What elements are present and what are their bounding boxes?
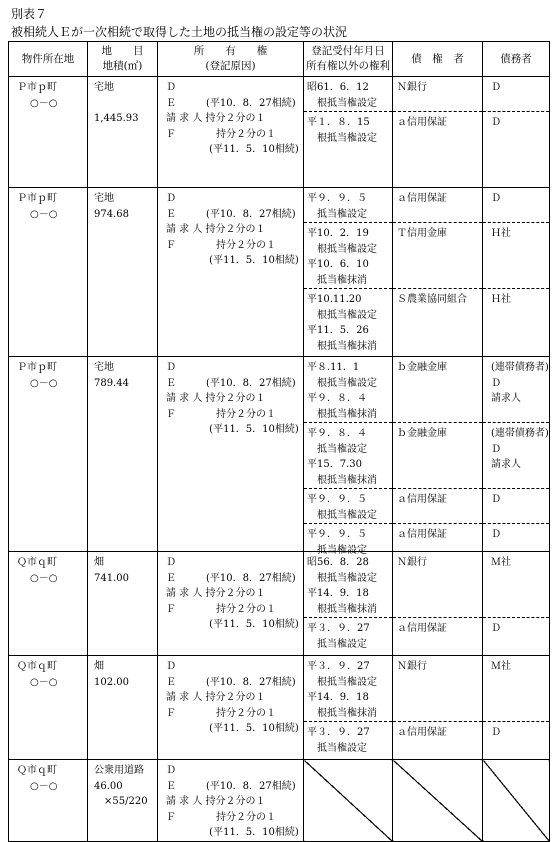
cell-creditor: [393, 656, 483, 760]
ownership-line: Ｄ: [166, 557, 176, 568]
cell-location: Ｐ市ｐ町 ○－○: [9, 357, 88, 552]
property-row: [9, 760, 550, 842]
sub-entry: ａ信用保証: [397, 529, 447, 540]
sub-entry: 平９．８．４ 抵当権設定 平15．7.30 根抵当権抹消: [304, 423, 392, 489]
ownership-line: Ｄ: [166, 362, 176, 373]
cell-creditor-empty: [393, 760, 483, 842]
cell-land: [88, 552, 158, 656]
cell-registration-empty: [304, 760, 393, 842]
cell-location: Ｐ市ｐ町 ○－○: [9, 188, 88, 357]
sub-entry: Ｔ信用金庫: [393, 223, 482, 289]
land-use: 宅地: [94, 193, 114, 204]
property-row: [9, 188, 550, 357]
ownership-line: Ｄ: [166, 193, 176, 204]
cell-ownership: [158, 357, 304, 552]
sub-entry: Ｓ農業協同組合: [397, 294, 467, 305]
sub-entry: Ｄ: [483, 188, 549, 223]
land-use: 畑: [94, 557, 104, 568]
ownership-line: Ｆ 持分２分の１: [166, 603, 276, 615]
land-area: 974.68: [94, 208, 129, 220]
cell-location: Ｑ市ｑ町 ○－○: [9, 760, 88, 842]
sub-entry: 昭61．6．12 根抵当権設定: [304, 77, 392, 112]
sub-entry: 平１．８．15 根抵当権設定: [307, 117, 377, 144]
ownership-line: (平11．5．10相続): [166, 619, 299, 630]
sub-entry: ａ信用保証: [393, 188, 482, 223]
ownership-line: Ｆ 持分２分の１: [166, 239, 276, 251]
ownership-line: (平11．5．10相続): [166, 827, 299, 838]
cell-registration: [304, 188, 393, 357]
cell-debtor: [483, 357, 550, 552]
ownership-line: 請 求 人 持分２分の１: [166, 588, 266, 599]
sub-entry: ｂ金融金庫: [393, 423, 482, 489]
cell-land: [88, 188, 158, 357]
sub-entry: 平10．2．19 根抵当権設定 平10．6．10 抵当権抹消: [304, 223, 392, 289]
ownership-line: Ｅ (平10．8．27相続): [166, 572, 296, 584]
cell-registration: [304, 656, 393, 760]
cell-creditor: [393, 188, 483, 357]
sub-entry: Ｄ: [491, 727, 501, 738]
sub-entry: Ｈ社: [483, 223, 549, 289]
cell-land: [88, 656, 158, 760]
land-area: 741.00: [94, 572, 129, 584]
cell-location: Ｐ市ｐ町 ○－○: [9, 77, 88, 188]
ownership-line: (平11．5．10相続): [166, 255, 299, 266]
property-row: [9, 552, 550, 656]
mortgage-table: [8, 41, 550, 842]
ownership-line: (平11．5．10相続): [166, 144, 299, 155]
cell-debtor: [483, 552, 550, 656]
cell-ownership: [158, 760, 304, 842]
ownership-line: 請 求 人 持分２分の１: [166, 692, 266, 703]
header-land: 地 目 地積(㎡): [88, 42, 158, 77]
header-location: 物件所在地: [9, 42, 88, 77]
cell-registration: [304, 357, 393, 556]
ownership-line: Ｄ: [166, 661, 176, 672]
ownership-line: 請 求 人 持分２分の１: [166, 393, 266, 404]
header-registration: 登記受付年月日 所有権以外の権利: [304, 42, 393, 77]
sub-entry: 平３．９．27 根抵当権設定 平14．9．18 根抵当権抹消: [304, 656, 392, 722]
sub-entry: (連帯債務者) Ｄ 請求人: [483, 357, 549, 423]
land-area: 46.00: [94, 780, 123, 792]
ownership-line: (平11．5．10相続): [166, 723, 299, 734]
cell-ownership: [158, 656, 304, 760]
land-area: 789.44: [94, 377, 129, 389]
ownership-line: Ｄ: [166, 765, 176, 776]
sub-entry: 平３．９．27 抵当権設定: [307, 623, 370, 650]
ownership-line: 請 求 人 持分２分の１: [166, 113, 266, 124]
sub-entry: 平３．９．27 抵当権設定: [307, 727, 370, 754]
sub-entry: (連帯債務者) Ｄ 請求人: [483, 423, 549, 489]
sub-entry: Ｄ: [483, 489, 549, 524]
cell-land: [88, 357, 158, 552]
sub-entry: ｂ金融金庫: [393, 357, 482, 423]
header-creditor: 債 権 者: [393, 42, 483, 77]
ownership-line: Ｆ 持分２分の１: [166, 408, 276, 420]
cell-debtor: [483, 77, 550, 188]
cell-ownership: [158, 188, 304, 357]
ownership-line: Ｅ (平10．8．27相続): [166, 676, 296, 688]
cell-creditor: [393, 357, 483, 552]
land-area: 102.00: [94, 676, 129, 688]
sub-entry: ａ信用保証: [397, 117, 447, 128]
header-row: [9, 42, 550, 77]
property-row: [9, 357, 550, 552]
ownership-line: 請 求 人 持分２分の１: [166, 796, 266, 807]
header-debtor: 債務者: [483, 42, 550, 77]
sub-entry: Ｄ: [483, 77, 549, 112]
land-area: 1,445.93: [94, 113, 139, 124]
cell-debtor: [483, 188, 550, 357]
property-row: [9, 77, 550, 188]
ownership-line: Ｅ (平10．8．27相続): [166, 208, 296, 220]
sub-entry: 昭56．8．28 根抵当権設定 平14．9．18 根抵当権抹消: [304, 552, 392, 618]
document-title: 被相続人Ｅが一次相続で取得した土地の抵当権の設定等の状況: [11, 25, 348, 39]
cell-ownership: [158, 77, 304, 188]
ownership-line: Ｄ: [166, 82, 176, 93]
cell-registration: [304, 77, 393, 188]
land-use: 宅地: [94, 362, 114, 373]
sub-entry: ａ信用保証: [397, 623, 447, 634]
sub-entry: 平９．９．５ 抵当権設定: [307, 529, 367, 556]
cell-creditor: [393, 552, 483, 656]
property-row: [9, 656, 550, 760]
cell-location: Ｑ市ｑ町 ○－○: [9, 552, 88, 656]
ownership-line: Ｆ 持分２分の１: [166, 707, 276, 719]
cell-debtor-empty: [483, 760, 550, 842]
cell-location: Ｑ市ｑ町 ○－○: [9, 656, 88, 760]
ownership-line: Ｆ 持分２分の１: [166, 128, 276, 140]
cell-creditor: [393, 77, 483, 188]
land-use: 公衆用道路: [94, 765, 144, 776]
cell-debtor: [483, 656, 550, 760]
ownership-line: Ｅ (平10．8．27相続): [166, 97, 296, 109]
sub-entry: Ｄ: [491, 117, 501, 128]
cell-land: [88, 760, 158, 842]
ownership-line: Ｅ (平10．8．27相続): [166, 377, 296, 389]
header-ownership: 所 有 権 (登記原因): [158, 42, 304, 77]
sub-entry: ａ信用保証: [397, 727, 447, 738]
ownership-line: Ｆ 持分２分の１: [166, 811, 276, 823]
land-area: ×55/220: [94, 796, 148, 807]
cell-ownership: [158, 552, 304, 656]
sub-entry: Ｍ社: [483, 656, 549, 722]
ownership-line: Ｅ (平10．8．27相続): [166, 780, 296, 792]
sub-entry: Ｎ銀行: [393, 77, 482, 112]
cell-land: [88, 77, 158, 188]
land-use: 宅地: [94, 82, 114, 93]
cell-registration: [304, 552, 393, 656]
sub-entry: Ｍ社: [483, 552, 549, 618]
sub-entry: 平９．９．５ 根抵当権設定: [304, 489, 392, 524]
sub-entry: 平８.11．1 根抵当権設定 平９．８．４ 根抵当権抹消: [304, 357, 392, 423]
land-use: 畑: [94, 661, 104, 672]
sub-entry: Ｎ銀行: [393, 656, 482, 722]
document-label: 別表７: [11, 7, 48, 21]
sub-entry: Ｎ銀行: [393, 552, 482, 618]
sub-entry: Ｄ: [491, 623, 501, 634]
sub-entry: Ｄ: [491, 529, 501, 540]
sub-entry: 平９．９．５ 抵当権設定: [304, 188, 392, 223]
sub-entry: 平10.11.20 根抵当権設定 平11．5．26 根抵当権抹消: [307, 294, 377, 352]
ownership-line: (平11．5．10相続): [166, 424, 299, 435]
sub-entry: ａ信用保証: [393, 489, 482, 524]
sub-entry: Ｈ社: [491, 294, 511, 305]
ownership-line: 請 求 人 持分２分の１: [166, 224, 266, 235]
